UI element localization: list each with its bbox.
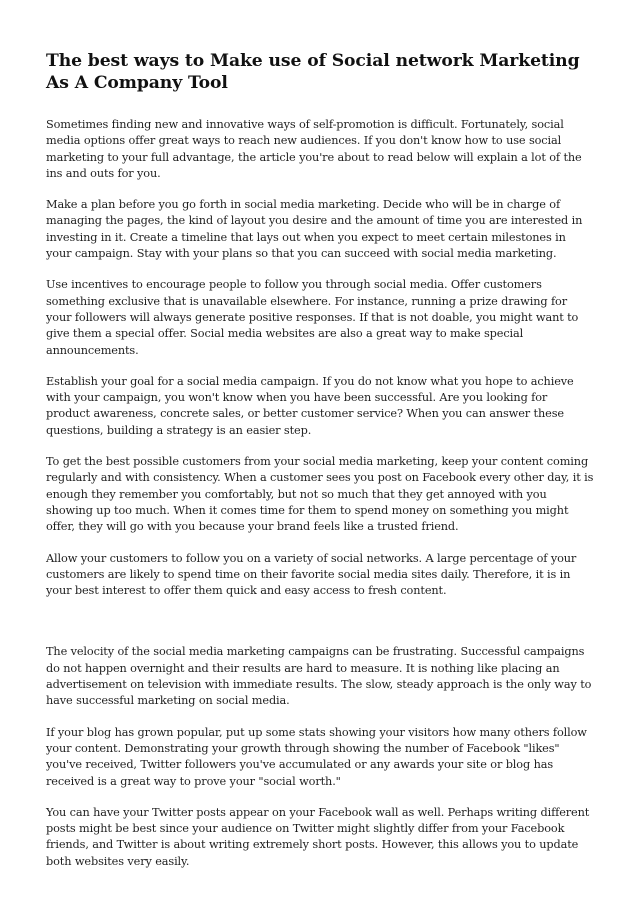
paragraph-velocity: The velocity of the social media marketing campaigns can be frustrating. Successful campaigns do not happen overnight and their results are hard to measure. It is nothing like placing an advertisement on television with immediate results. The slow, steady approach is the only way to have successful marketing on social media.: [46, 645, 592, 708]
paragraph-make-a-plan: Make a plan before you go forth in social media marketing. Decide who will be in charge of managing the pages, the kind of layout you desire and the amount of time you are interested in investing in it. Create a timeline that lays out when you expect to meet certain milestones in your campaign. Stay with your plans so that you can succeed with social media marketing.: [46, 198, 583, 261]
paragraph-establish-goal: Establish your goal for a social media campaign. If you do not know what you hope to achieve with your campaign, you won't know when you have been successful. Are you looking for product awareness, concrete sales, or better customer service? When you can answer these questions, building a strategy is an easier step.: [46, 374, 574, 437]
paragraph-variety-networks: Allow your customers to follow you on a variety of social networks. A large percentage of your customers are likely to spend time on their favorite social media sites daily. Therefore, it is in your best interest to offer them quick and easy access to fresh content.: [46, 551, 577, 598]
article-title: The best ways to Make use of Social network Marketing As A Company Tool: [46, 51, 580, 93]
paragraph-best-customers: To get the best possible customers from your social media marketing, keep your content coming regularly and with consistency. When a customer sees you post on Facebook every other day, it is enough they remember you comfortably, but not so much that they get annoyed with you showing up too much. When it comes time for them to spend money on something you might offer, they will go with you because your brand feels like a trusted friend.: [46, 455, 594, 534]
paragraph-incentives: Use incentives to encourage people to follow you through social media. Offer customers something exclusive that is unavailable elsewhere. For instance, running a prize drawing for your followers will always generate positive responses. If that is not doable, you might want to give them a special offer. Social media websites are also a great way to make special announcements.: [46, 278, 579, 357]
document-page: [46, 50, 594, 870]
paragraph-twitter-posts: You can have your Twitter posts appear on your Facebook wall as well. Perhaps writing different posts might be best since your audience on Twitter might slightly differ from your Facebook friends, and Twitter is about writing extremely short posts. However, this allows you to update both websites very easily.: [46, 805, 590, 868]
paragraph-intro: Sometimes finding new and innovative ways of self-promotion is difficult. Fortunately, social media options offer great ways to reach new audiences. If you don't know how to use social marketing to your full advantage, the article you're about to read below will explain a lot of the ins and outs for you.: [46, 118, 582, 180]
paragraph-blog-stats: If your blog has grown popular, put up some stats showing your visitors how many others follow your content. Demonstrating your growth through showing the number of Facebook "likes" you've received, Twitter followers you've accumulated or any awards your site or blog has received is a great way to prove your "social worth.": [46, 725, 587, 788]
